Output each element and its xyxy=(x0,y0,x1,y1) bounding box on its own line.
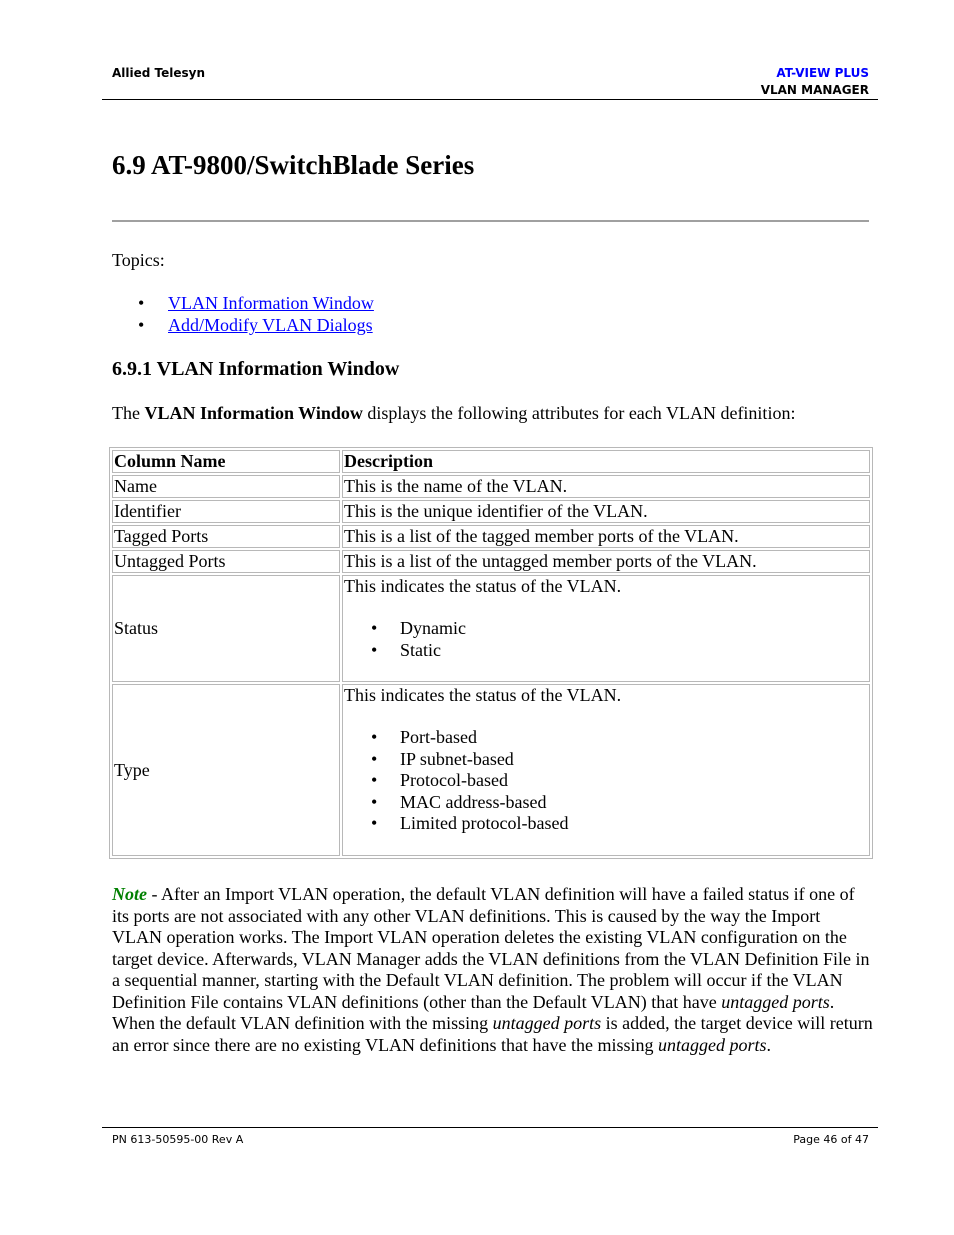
bullet-icon: • xyxy=(371,748,378,769)
bullet-icon: • xyxy=(138,293,145,313)
cell-description: This is the name of the VLAN. xyxy=(342,475,870,498)
topic-link-add-modify-vlan-dialogs[interactable]: Add/Modify VLAN Dialogs xyxy=(168,315,373,335)
bullet-icon: • xyxy=(371,791,378,812)
list-item: • Protocol-based xyxy=(371,770,508,790)
list-item: • Dynamic xyxy=(371,618,466,638)
list-item: • Limited protocol-based xyxy=(371,813,569,833)
cell-name: Tagged Ports xyxy=(112,525,340,548)
cell-name: Status xyxy=(112,575,340,682)
topic-link-vlan-information-window[interactable]: VLAN Information Window xyxy=(168,293,374,313)
cell-description-text: This indicates the status of the VLAN. xyxy=(344,685,622,705)
footer-page-number: Page 46 of 47 xyxy=(793,1133,869,1146)
attributes-table xyxy=(109,447,873,859)
status-values-list xyxy=(344,618,868,661)
topics-label: Topics: xyxy=(112,250,165,270)
list-item xyxy=(112,292,374,314)
header-module: VLAN MANAGER xyxy=(760,83,869,97)
note-label: Note xyxy=(112,884,147,904)
cell-name: Untagged Ports xyxy=(112,550,340,573)
topics-list xyxy=(112,292,374,336)
header-rule xyxy=(102,99,878,100)
cell-description: This is the unique identifier of the VLAN. xyxy=(342,500,870,523)
table-row xyxy=(112,684,870,856)
table-header-row xyxy=(112,450,870,473)
page-title: 6.9 AT-9800/SwitchBlade Series xyxy=(112,150,475,180)
section-intro: The VLAN Information Window displays the following attributes for each VLAN definition: xyxy=(112,403,796,423)
header-company: Allied Telesyn xyxy=(112,66,206,80)
list-item: • IP subnet-based xyxy=(371,748,514,769)
table-row xyxy=(112,575,870,682)
bullet-icon: • xyxy=(371,618,378,638)
title-rule xyxy=(112,220,869,222)
list-item: • Static xyxy=(371,639,441,660)
table-row xyxy=(112,550,870,573)
bullet-icon: • xyxy=(371,813,378,833)
bullet-icon: • xyxy=(371,639,378,660)
section-title: 6.9.1 VLAN Information Window xyxy=(112,358,400,380)
cell-name: Identifier xyxy=(112,500,340,523)
note-paragraph: Note - After an Import VLAN operation, the default VLAN definition will have a failed status if one of its ports are not associated with any other VLAN definitions. This is caused by the way the Import VLAN operation works. The Import VLAN operation deletes the existing VLAN configuration on the target device. Afterwards, VLAN Manager adds the VLAN definitions from the VLAN Definition File in a sequential manner, starting with the Default VLAN definition. The problem will occur if the VLAN Definition File contains VLAN definitions (other than the Default VLAN) that have untagged ports. When the default VLAN definition with the missing untagged ports is added, the target device will return an error since there are no existing VLAN definitions that have the missing untagged ports. xyxy=(112,884,873,1055)
column-header-name: Column Name xyxy=(112,450,340,473)
cell-description xyxy=(342,684,870,856)
footer-rule xyxy=(102,1127,878,1128)
cell-name: Type xyxy=(112,684,340,856)
cell-description: This is a list of the tagged member ports of the VLAN. xyxy=(342,525,870,548)
bullet-icon: • xyxy=(138,315,145,335)
cell-description xyxy=(342,575,870,682)
cell-description: This is a list of the untagged member ports of the VLAN. xyxy=(342,550,870,573)
bullet-icon: • xyxy=(371,727,378,747)
list-item: • MAC address-based xyxy=(371,791,547,812)
column-header-description: Description xyxy=(342,450,870,473)
type-values-list xyxy=(344,727,868,835)
intro-bold-term: VLAN Information Window xyxy=(144,403,363,423)
table-row xyxy=(112,500,870,523)
table-row xyxy=(112,525,870,548)
list-item: • Port-based xyxy=(371,727,477,747)
bullet-icon: • xyxy=(371,770,378,790)
footer-part-number: PN 613-50595-00 Rev A xyxy=(112,1133,244,1146)
header-product: AT-VIEW PLUS xyxy=(776,66,869,80)
list-item xyxy=(112,314,374,336)
cell-name: Name xyxy=(112,475,340,498)
table-row xyxy=(112,475,870,498)
cell-description-text: This indicates the status of the VLAN. xyxy=(344,576,622,596)
